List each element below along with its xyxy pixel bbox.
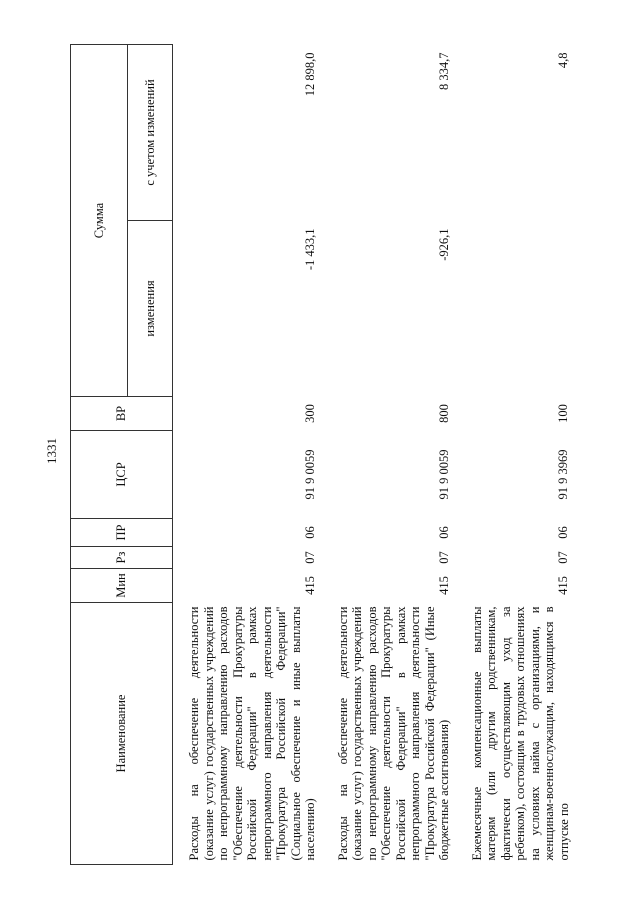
row-pr: 06: [556, 526, 570, 539]
row-changes: -1 433,1: [302, 228, 317, 271]
row-csr: 91 9 3969: [556, 449, 570, 500]
row-csr: 91 9 0059: [302, 449, 317, 500]
row-rz: 07: [302, 551, 317, 564]
row-changes: [456, 221, 576, 397]
row-with-changes: 8 334,7: [436, 52, 451, 90]
table-body: [173, 45, 576, 865]
col-header-with-changes: с учетом изменений: [128, 45, 173, 221]
row-pr: 06: [302, 526, 317, 539]
row-name: Ежемесячные компенсационные выплаты матерям (или другим родственникам, фактически осуществляющим уход за ребенком), состоящим в трудовых отношениях на условиях найма с организациями, и женщинам-военнослужащим, находящимся в отпуске по: [469, 606, 571, 861]
col-header-min: Мин: [71, 569, 173, 603]
table-row: [322, 45, 456, 865]
col-header-csr: ЦСР: [71, 431, 173, 519]
row-with-changes: 4,8: [556, 52, 570, 69]
budget-table-container: [70, 45, 571, 865]
table-row: [173, 45, 322, 865]
col-header-rz: Рз: [71, 547, 173, 569]
col-header-vr: ВР: [71, 397, 173, 431]
row-pr: 06: [436, 526, 451, 539]
row-csr: 91 9 0059: [436, 449, 451, 500]
col-header-name: Наименование: [71, 603, 173, 865]
row-min: 415: [556, 576, 570, 595]
row-min: 415: [302, 576, 317, 595]
row-vr: 800: [436, 404, 451, 423]
page-number: 1331: [44, 438, 59, 464]
row-changes: -926,1: [436, 228, 451, 261]
col-header-pr: ПР: [71, 519, 173, 547]
budget-table: [70, 44, 575, 865]
col-header-summa: Сумма: [71, 45, 128, 397]
table-row: [456, 45, 576, 865]
row-vr: 100: [556, 404, 570, 423]
table-header: [71, 45, 173, 865]
row-with-changes: 12 898,0: [302, 52, 317, 97]
col-header-changes: изменения: [128, 221, 173, 397]
row-vr: 300: [302, 404, 317, 423]
row-min: 415: [436, 576, 451, 595]
row-rz: 07: [556, 551, 570, 564]
row-name: Расходы на обеспечение деятельности (оказание услуг) государственных учреждений по непрограммному направлению расходов "Обеспечение деятельности Прокуратуры Российской Федерации" в рамках непрограммного направления деятельности "Прокуратура Российской Федерации" (Социальное обеспечение и иные выплаты населению): [187, 606, 317, 861]
row-name: Расходы на обеспечение деятельности (оказание услуг) государственных учреждений по непрограммному направлению расходов "Обеспечение деятельности Прокуратуры Российской Федерации" в рамках непрограммного направления деятельности "Прокуратура Российской Федерации" (Иные бюджетные ассигнования): [335, 606, 451, 861]
row-rz: 07: [436, 551, 451, 564]
